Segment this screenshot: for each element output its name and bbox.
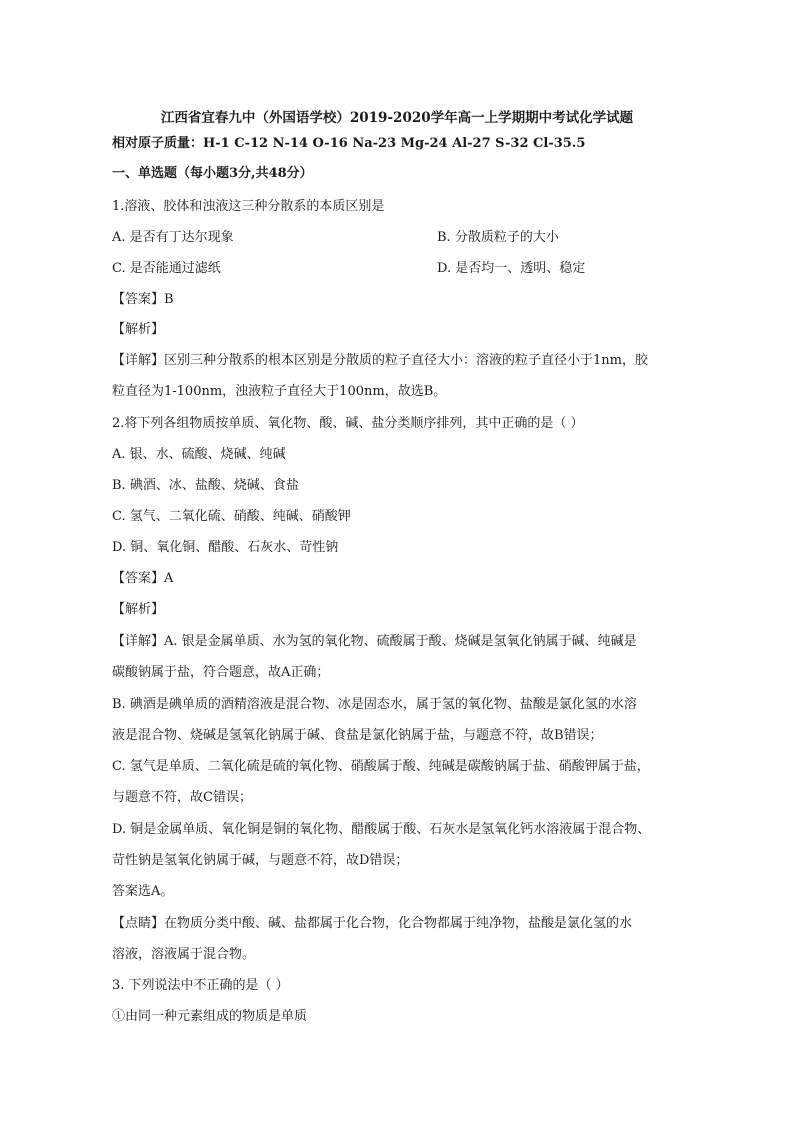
q2-detail-line: C. 氢气是单质、二氧化硫是硫的氧化物、硝酸属于酸、纯碱是碳酸钠属于盐、硝酸钾属于盐，	[112, 759, 650, 774]
q2-analysis: 【解析】	[112, 602, 165, 617]
q2-detail-line: B. 碘酒是碘单质的酒精溶液是混合物、冰是固态水，属于氢的氧化物、盐酸是氯化氢的水溶	[112, 697, 637, 712]
q2-option-a: A. 银、水、硫酸、烧碱、纯碱	[112, 447, 286, 462]
atomic-mass-line: 相对原子质量：H-1 C-12 N-14 O-16 Na-23 Mg-24 Al-27 S-32 Cl-35.5	[112, 136, 586, 151]
q2-detail-line: 答案选A。	[112, 884, 174, 899]
q2-tip-line: 【点睛】在物质分类中酸、碱、盐都属于化合物，化合物都属于纯净物，盐酸是氯化氢的水	[112, 916, 633, 931]
q1-detail-line: 粒直径为1-100nm，浊液粒子直径大于100nm，故选B。	[112, 384, 447, 399]
q1-option-d: D. 是否均一、透明、稳定	[437, 261, 586, 276]
q2-option-b: B. 碘酒、冰、盐酸、烧碱、食盐	[112, 478, 299, 493]
q2-detail-line: 碳酸钠属于盐，符合题意，故A正确；	[112, 665, 330, 680]
q1-detail-line: 【详解】区别三种分散系的根本区别是分散质的粒子直径大小：溶液的粒子直径小于1nm，胶	[112, 353, 648, 368]
q3-item: ①由同一种元素组成的物质是单质	[112, 1009, 308, 1024]
q2-stem: 2.将下列各组物质按单质、氧化物、酸、碱、盐分类顺序排列，其中正确的是（ ）	[112, 416, 584, 431]
q2-detail-line: 与题意不符，故C错误；	[112, 790, 252, 805]
q1-option-c: C. 是否能通过滤纸	[112, 261, 221, 276]
q2-tip-line: 溶液，溶液属于混合物。	[112, 947, 256, 962]
q2-detail-line: 液是混合物、烧碱是氢氧化钠属于碱、食盐是氯化钠属于盐，与题意不符，故B错误；	[112, 728, 603, 743]
q2-answer: 【答案】A	[112, 571, 174, 586]
q1-option-a: A. 是否有丁达尔现象	[112, 230, 234, 245]
q1-option-b: B. 分散质粒子的大小	[437, 230, 559, 245]
q1-answer: 【答案】B	[112, 292, 174, 307]
q2-detail-line: D. 铜是金属单质、氧化铜是铜的氧化物、醋酸属于酸、石灰水是氢氧化钙水溶液属于混合物、	[112, 822, 651, 837]
section-heading: 一、单选题（每小题3分,共48分）	[112, 166, 313, 181]
q1-stem: 1.溶液、胶体和浊液这三种分散系的本质区别是	[112, 199, 385, 214]
q2-detail-line: 【详解】A. 银是金属单质、水为氢的氧化物、硫酸属于酸、烧碱是氢氧化钠属于碱、纯碱是	[112, 634, 637, 649]
q3-stem: 3. 下列说法中不正确的是（ ）	[112, 978, 289, 993]
q2-option-c: C. 氢气、二氧化硫、硝酸、纯碱、硝酸钾	[112, 509, 351, 524]
page-title: 江西省宜春九中（外国语学校）2019-2020学年高一上学期期中考试化学试题	[160, 110, 634, 126]
q2-option-d: D. 铜、氧化铜、醋酸、石灰水、苛性钠	[112, 540, 339, 555]
q2-detail-line: 苛性钠是氢氧化钠属于碱，与题意不符，故D错误；	[112, 853, 409, 868]
q1-analysis: 【解析】	[112, 322, 165, 337]
